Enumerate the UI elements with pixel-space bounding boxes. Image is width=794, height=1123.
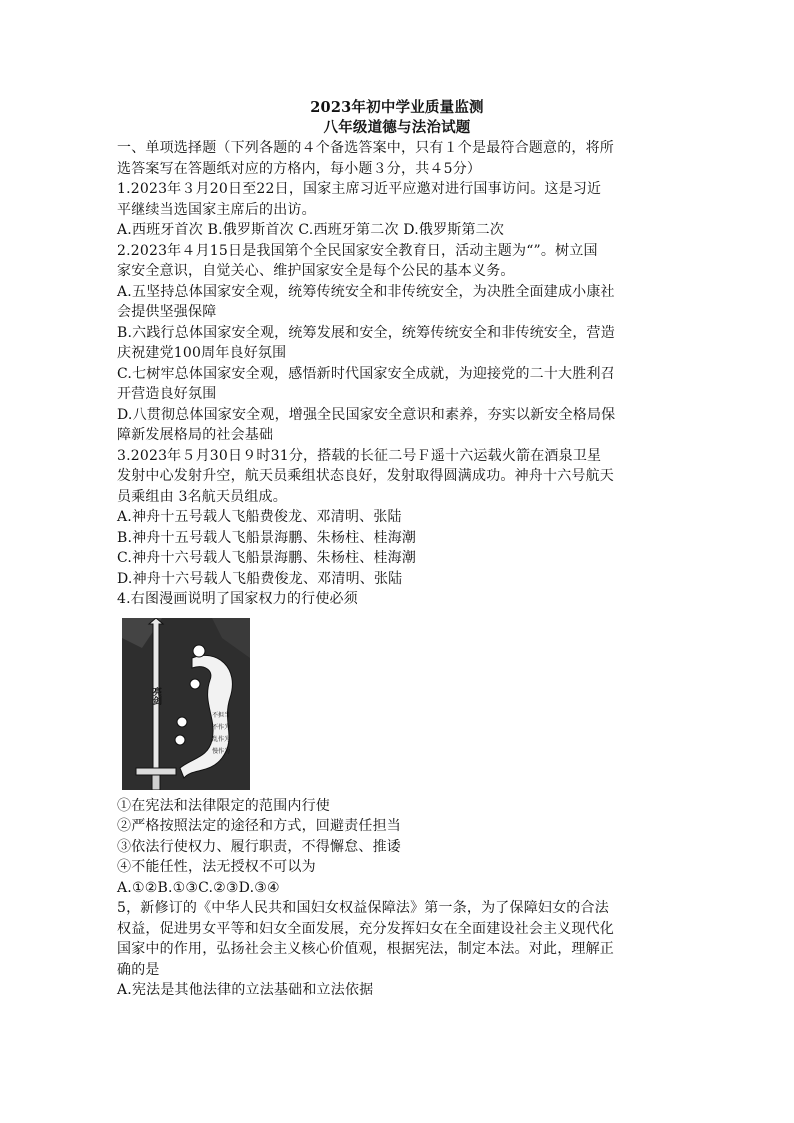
question-3-option-b: B.神舟十五号载人飞船景海鹏、朱杨柱、桂海潮 <box>117 529 417 546</box>
question-1-options: A.西班牙首次 B.俄罗斯首次 C.西班牙第二次 D.俄罗斯第二次 <box>117 222 505 238</box>
question-4-item-2: ②严格按照法定的途径和方式，回避责任担当 <box>117 818 401 834</box>
question-4-item-4: ④不能任性，法无授权不可以为 <box>117 859 316 875</box>
sword-label: 亮剑 <box>151 686 161 705</box>
question-5-stem-cont2: 国家中的作用，弘扬社会主义核心价值观，根据宪法，制定本法。对此，理解正 <box>117 941 614 957</box>
scroll-text-1: 不担当 <box>211 711 231 719</box>
question-3-option-a: A.神舟十五号载人飞船费俊龙、邓清明、张陆 <box>117 509 402 525</box>
question-2-option-a: A.五坚持总体国家安全观，统筹传统安全和非传统安全，为决胜全面建成小康社 <box>117 283 615 300</box>
question-5-option-a: A.宪法是其他法律的立法基础和立法依据 <box>117 982 374 998</box>
face-figure <box>177 717 187 727</box>
scroll-text-4: 慢作为 <box>211 747 231 755</box>
question-2-option-a-cont: 会提供坚强保障 <box>117 304 217 320</box>
question-3-stem-cont2: 员乘组由 3名航天员组成。 <box>117 488 287 505</box>
section-instructions: 一、单项选择题（下列各题的４个备选答案中，只有１个是最符合题意的，将所 <box>117 140 614 156</box>
section-instructions-cont: 选答案写在答题纸对应的方格内，每小题３分，共４5分） <box>117 160 482 177</box>
question-3-stem: 3.2023年５月30日９时31分，搭载的长征二号Ｆ遥十六运载火箭在酒泉卫星 <box>117 447 602 464</box>
question-3-stem-cont: 发射中心发射升空，航天员乘组状态良好，发射取得圆满成功。神舟十六号航天 <box>117 468 614 484</box>
question-2-option-b: B.六践行总体国家安全观，统筹发展和安全，统筹传统安全和非传统安全，营造 <box>117 324 615 341</box>
question-2-option-c: C.七树牢总体国家安全观，感悟新时代国家安全成就，为迎接党的二十大胜利召 <box>117 365 615 382</box>
question-4-item-3: ③依法行使权力、履行职责，不得懈怠、推诿 <box>117 838 401 855</box>
question-5-stem-cont: 权益，促进男女平等和妇女全面发展，充分发挥妇女在全面建设社会主义现代化 <box>117 920 614 937</box>
question-3-option-c: C.神舟十六号载人飞船景海鹏、朱杨柱、桂海潮 <box>117 550 417 566</box>
cartoon-illustration <box>122 618 250 790</box>
exam-page <box>117 98 677 1001</box>
question-4-options: A.①②B.①③C.②③D.③④ <box>117 879 280 896</box>
question-1-stem: 1.2023年３月20日至22日，国家主席习近平应邀对进行国事访问。这是习近 <box>117 181 602 197</box>
question-1-stem-cont: 平继续当选国家主席后的出访。 <box>117 201 316 218</box>
exam-subtitle: 八年级道德与法治试题 <box>323 119 471 136</box>
scroll-text-3: 乱作为 <box>211 735 231 743</box>
question-3-option-d: D.神舟十六号载人飞船费俊龙、邓清明、张陆 <box>117 570 403 587</box>
face-figure <box>193 645 205 657</box>
question-4-stem: 4.右图漫画说明了国家权力的行使必须 <box>117 591 358 607</box>
question-5-stem-cont3: 确的是 <box>117 961 160 978</box>
sword-guard <box>136 768 176 775</box>
scroll-text-2: 不作为 <box>211 723 231 731</box>
question-2-option-d-cont: 障新发展格局的社会基础 <box>117 427 274 443</box>
question-2-option-c-cont: 开营造良好氛围 <box>117 386 217 402</box>
question-2-option-d: D.八贯彻总体国家安全观，增强全民国家安全意识和素养，夯实以新安全格局保 <box>117 406 616 423</box>
question-5-stem: 5，新修订的《中华人民共和国妇女权益保障法》第一条，为了保障妇女的合法 <box>117 900 609 916</box>
sword-handle <box>152 775 160 790</box>
question-2-option-b-cont: 庆祝建党100周年良好氛围 <box>117 345 287 361</box>
question-2-stem-cont: 家安全意识，自觉关心、维护国家安全是每个公民的基本义务。 <box>117 263 515 279</box>
face-figure <box>175 735 185 745</box>
question-2-stem: 2.2023年４月15日是我国第个全民国家安全教育日，活动主题为“”。树立国 <box>117 242 598 259</box>
political-cartoon <box>122 618 250 790</box>
question-4-item-1: ①在宪法和法律限定的范围内行使 <box>117 797 330 814</box>
exam-title: 2023年初中学业质量监测 <box>310 99 484 116</box>
face-figure <box>190 679 200 689</box>
